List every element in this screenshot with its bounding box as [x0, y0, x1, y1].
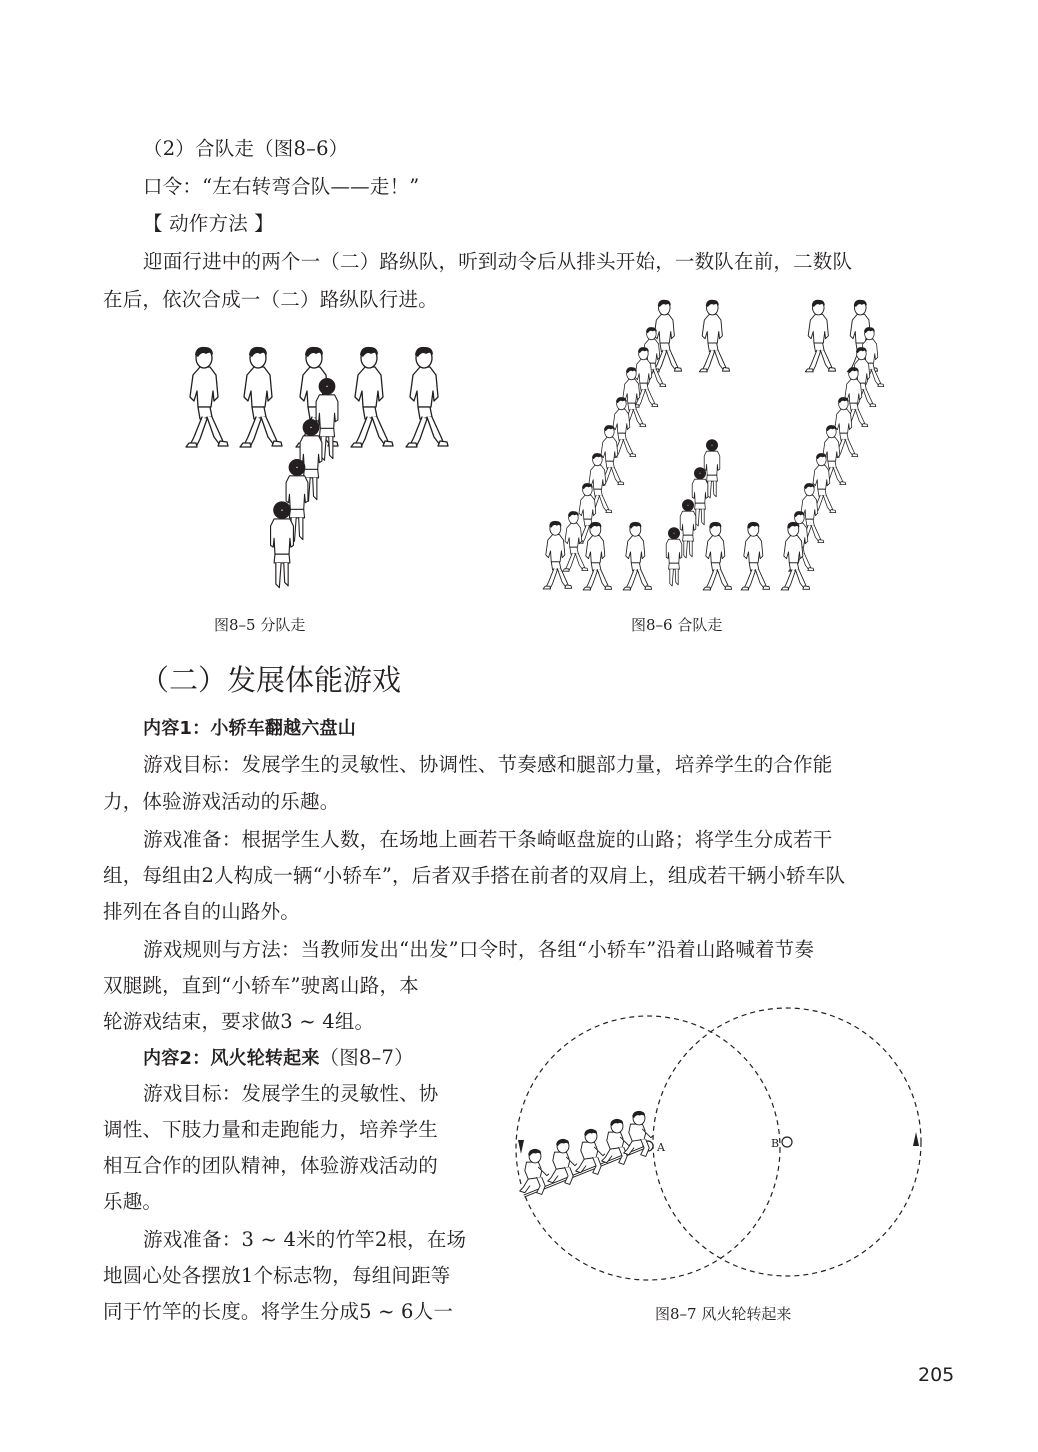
command-text: 口令：“左右转弯合队——走！”: [143, 175, 420, 198]
content1-rules-line: 轮游戏结束，要求做3 ~ 4组。: [103, 1010, 375, 1033]
method-text-line: 迎面行进中的两个一（二）路纵队，听到动令后从排头开始，一数队在前，二数队: [143, 250, 853, 273]
marker-b: [782, 1137, 792, 1147]
arrow-up-icon: [913, 1132, 919, 1146]
method-text-line: 在后，依次合成一（二）路纵队行进。: [103, 288, 438, 311]
content2-goal-line: 调性、下肢力量和走跑能力，培养学生: [103, 1118, 438, 1141]
content2-prep-line: 同于竹竿的长度。将学生分成5 ~ 6人一: [103, 1300, 454, 1323]
content1-prep-line: 组，每组由2人构成一辆“小轿车”，后者双手搭在前者的双肩上，组成若干辆小轿车队: [103, 864, 846, 887]
content2-goal-line: 游戏目标：发展学生的灵敏性、协: [143, 1082, 439, 1105]
content1-rules-line: 游戏规则与方法：当教师发出“出发”口令时，各组“小轿车”沿着山路喊着节奏: [143, 938, 815, 961]
content1-title: 内容1：小轿车翻越六盘山: [143, 718, 356, 739]
walking-child-icon: [351, 347, 393, 447]
content2-title: [143, 1045, 414, 1072]
marker-a-label: A: [657, 1141, 665, 1154]
content1-prep-line: 排列在各自的山路外。: [103, 900, 301, 923]
content2-title-bold: 内容2：风火轮转起来: [143, 1048, 320, 1069]
runner-icon: [548, 1139, 577, 1184]
runner-icon: [576, 1129, 605, 1174]
page-number: 205: [918, 1364, 955, 1386]
marker-b-label: B: [771, 1137, 780, 1150]
figure-8-7-diagram: [500, 1000, 930, 1300]
content1-goal-line: 游戏目标：发展学生的灵敏性、协调性、节奏感和腿部力量，培养学生的合作能: [143, 753, 833, 776]
content2-goal-line: 相互合作的团队精神，体验游戏活动的: [103, 1154, 438, 1177]
figure-8-6-illustration: [537, 298, 897, 598]
content2-goal-line: 乐趣。: [103, 1190, 163, 1213]
content2-prep-line: 游戏准备：3 ~ 4米的竹竿2根，在场: [143, 1228, 467, 1251]
walking-child-icon: [406, 347, 448, 447]
subsection-heading: （2）合队走（图8–6）: [143, 137, 349, 160]
figure-8-6-caption: 图8–6 合队走: [631, 616, 723, 634]
figure-8-7-caption: 图8–7 风火轮转起来: [655, 1305, 792, 1323]
section-heading: （二）发展体能游戏: [140, 663, 402, 697]
figure-8-5-caption: 图8–5 分队走: [214, 616, 306, 634]
content1-rules-line: 双腿跳，直到“小轿车”驶离山路，本: [103, 974, 419, 997]
content2-prep-line: 地圆心处各摆放1个标志物，每组间距等: [103, 1264, 451, 1287]
method-label: 【 动作方法 】: [143, 212, 274, 235]
runner-icon: [520, 1149, 549, 1194]
content1-prep-line: 游戏准备：根据学生人数，在场地上画若干条崎岖盘旋的山路；将学生分成若干: [143, 828, 833, 851]
figure-8-5-illustration: [180, 340, 450, 600]
content2-figure-ref: （图8–7）: [319, 1046, 414, 1069]
arrow-down-icon: [518, 1140, 524, 1154]
walking-child-icon: [186, 347, 228, 447]
content1-goal-line: 力，体验游戏活动的乐趣。: [103, 790, 340, 813]
walking-child-icon: [240, 347, 282, 447]
